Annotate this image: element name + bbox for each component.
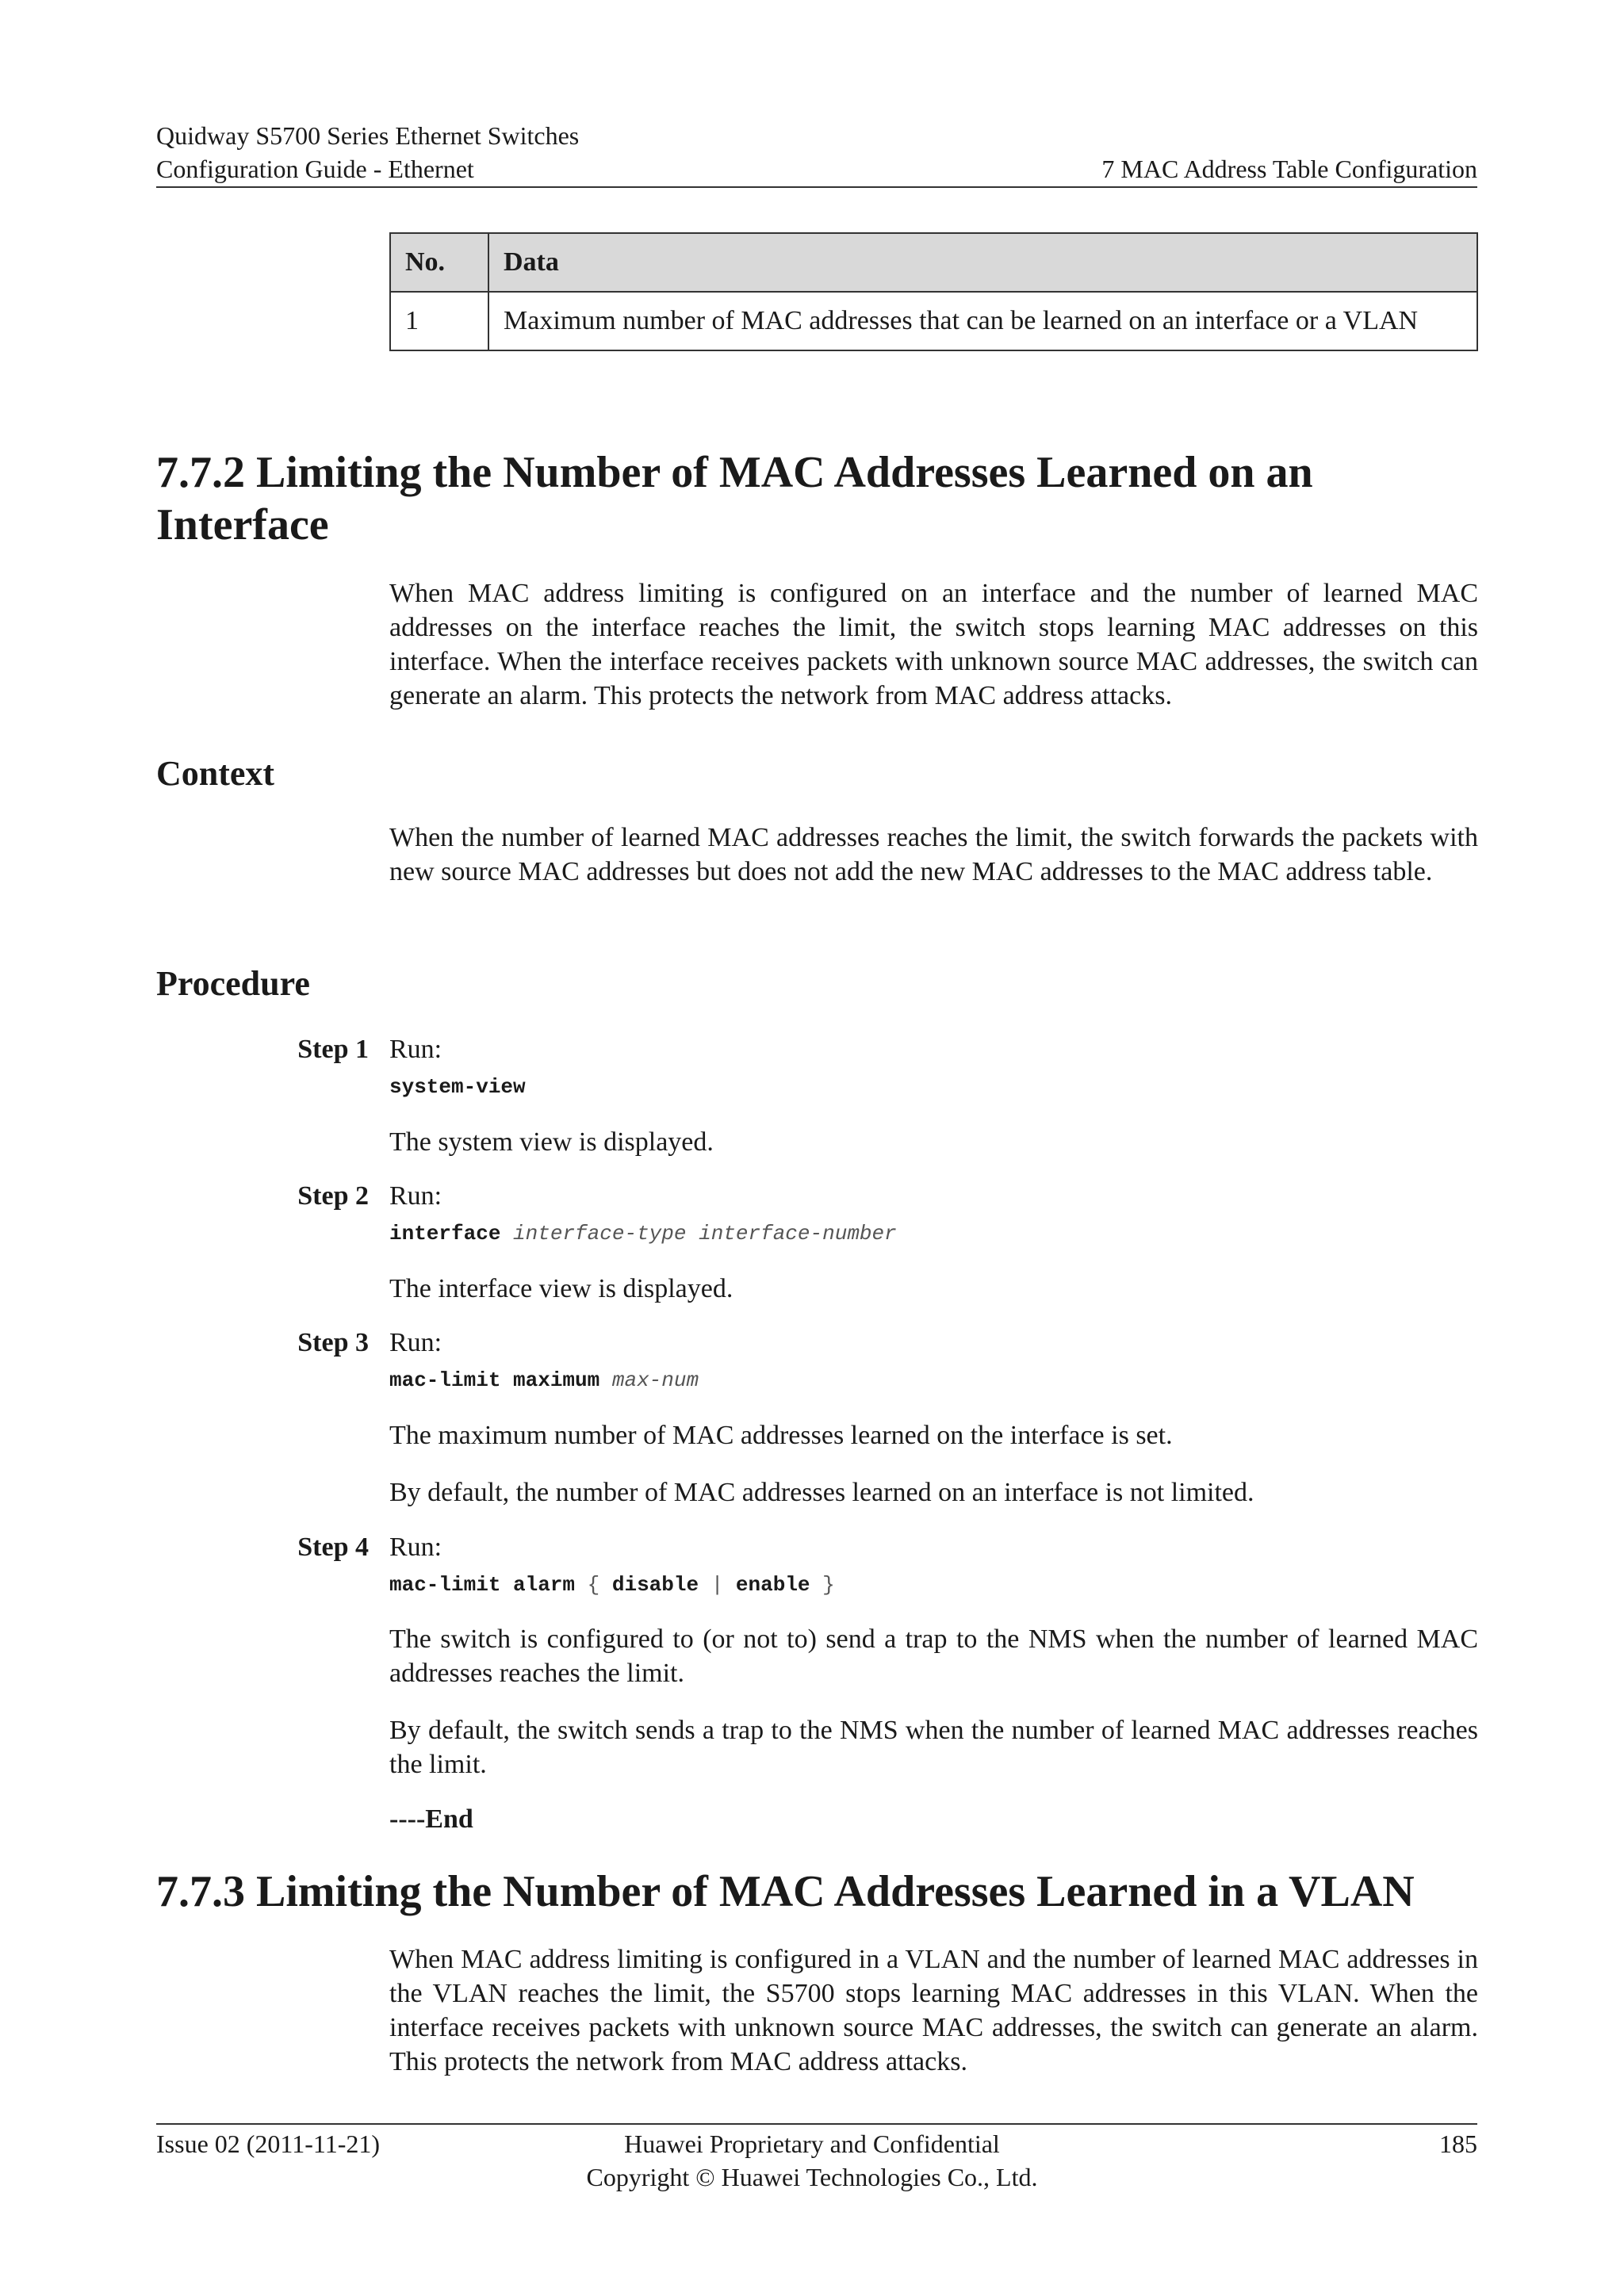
context-text: When the number of learned MAC addresses reaches the limit, the switch forwards the packets with new source MAC addresses but does not add the new MAC addresses to the MAC address table. <box>389 823 1478 886</box>
data-table <box>389 232 1478 351</box>
step-3-description: The maximum number of MAC addresses learned on the interface is set. <box>389 1421 1173 1450</box>
step-2-command-keyword: interface <box>389 1222 501 1246</box>
step-4-command-keyword: mac-limit alarm <box>389 1573 576 1597</box>
step-3-command <box>389 1368 699 1392</box>
table-row <box>390 292 1477 350</box>
header-rule <box>156 186 1477 188</box>
step-4-brace-open: { <box>587 1573 600 1597</box>
step-4-run: Run: <box>389 1533 442 1562</box>
step-4-option-enable: enable <box>735 1573 810 1597</box>
table-header-row <box>390 233 1477 292</box>
procedure-heading: Procedure <box>156 964 310 1003</box>
column-header-no: No. <box>390 233 488 292</box>
step-3-note: By default, the number of MAC addresses learned on an interface is not limited. <box>389 1478 1254 1507</box>
step-1-command <box>389 1075 526 1099</box>
step-3-label: Step 3 <box>297 1328 369 1357</box>
step-2-label: Step 2 <box>297 1181 369 1211</box>
step-4-option-disable: disable <box>611 1573 699 1597</box>
step-4-command <box>389 1573 835 1597</box>
footer-confidential: Huawei Proprietary and Confidential <box>624 2130 1000 2158</box>
step-4-label: Step 4 <box>297 1533 369 1562</box>
section-772-title-line2: Interface <box>156 500 329 549</box>
procedure-end-mark: ----End <box>389 1804 473 1834</box>
table-cell-no: 1 <box>390 292 488 350</box>
header-doc-title: Quidway S5700 Series Ethernet Switches <box>156 121 580 150</box>
step-2-run: Run: <box>389 1181 442 1211</box>
footer-issue: Issue 02 (2011-11-21) <box>156 2130 381 2158</box>
step-3-run: Run: <box>389 1328 442 1357</box>
section-772-title-line1: 7.7.2 Limiting the Number of MAC Addresses Learned on an <box>156 448 1313 497</box>
step-2-command-params: interface-type interface-number <box>513 1222 897 1246</box>
step-3-command-keyword: mac-limit maximum <box>389 1368 600 1392</box>
step-1-command-keyword: system-view <box>389 1075 526 1099</box>
footer-rule <box>156 2123 1477 2125</box>
header-chapter: 7 MAC Address Table Configuration <box>1101 155 1477 183</box>
context-heading: Context <box>156 754 275 793</box>
section-773-intro: When MAC address limiting is configured in a VLAN and the number of learned MAC addresses in the VLAN reaches the limit, the S5700 stops learning MAC addresses in this VLAN. When the interface receives packets with unknown source MAC addresses, the switch can generate an alarm. This protects the network from MAC address attacks. <box>389 1945 1478 2076</box>
step-4-note: By default, the switch sends a trap to the NMS when the number of learned MAC addresses reaches the limit. <box>389 1716 1478 1779</box>
step-1-description: The system view is displayed. <box>389 1127 714 1157</box>
step-4-brace-close: } <box>822 1573 835 1597</box>
step-1-run: Run: <box>389 1035 442 1064</box>
step-2-command <box>389 1222 897 1246</box>
header-doc-subtitle: Configuration Guide - Ethernet <box>156 155 474 183</box>
table-cell-data: Maximum number of MAC addresses that can be learned on an interface or a VLAN <box>488 292 1477 350</box>
step-4-pipe: | <box>710 1573 724 1597</box>
step-2-description: The interface view is displayed. <box>389 1274 733 1303</box>
column-header-data: Data <box>488 233 1477 292</box>
step-3-command-params: max-num <box>611 1368 699 1392</box>
section-773-title: 7.7.3 Limiting the Number of MAC Addresses Learned in a VLAN <box>156 1867 1415 1916</box>
section-772-intro: When MAC address limiting is configured on an interface and the number of learned MAC addresses on the interface reaches the limit, the switch stops learning MAC addresses on this interface. When the interface receives packets with unknown source MAC addresses, the switch can generate an alarm. This protects the network from MAC address attacks. <box>389 579 1478 710</box>
step-4-description: The switch is configured to (or not to) send a trap to the NMS when the number of learned MAC addresses reaches the limit. <box>389 1624 1478 1688</box>
step-1-label: Step 1 <box>297 1035 369 1064</box>
footer-copyright: Copyright © Huawei Technologies Co., Ltd. <box>586 2163 1038 2191</box>
footer-page-number: 185 <box>1439 2130 1477 2158</box>
